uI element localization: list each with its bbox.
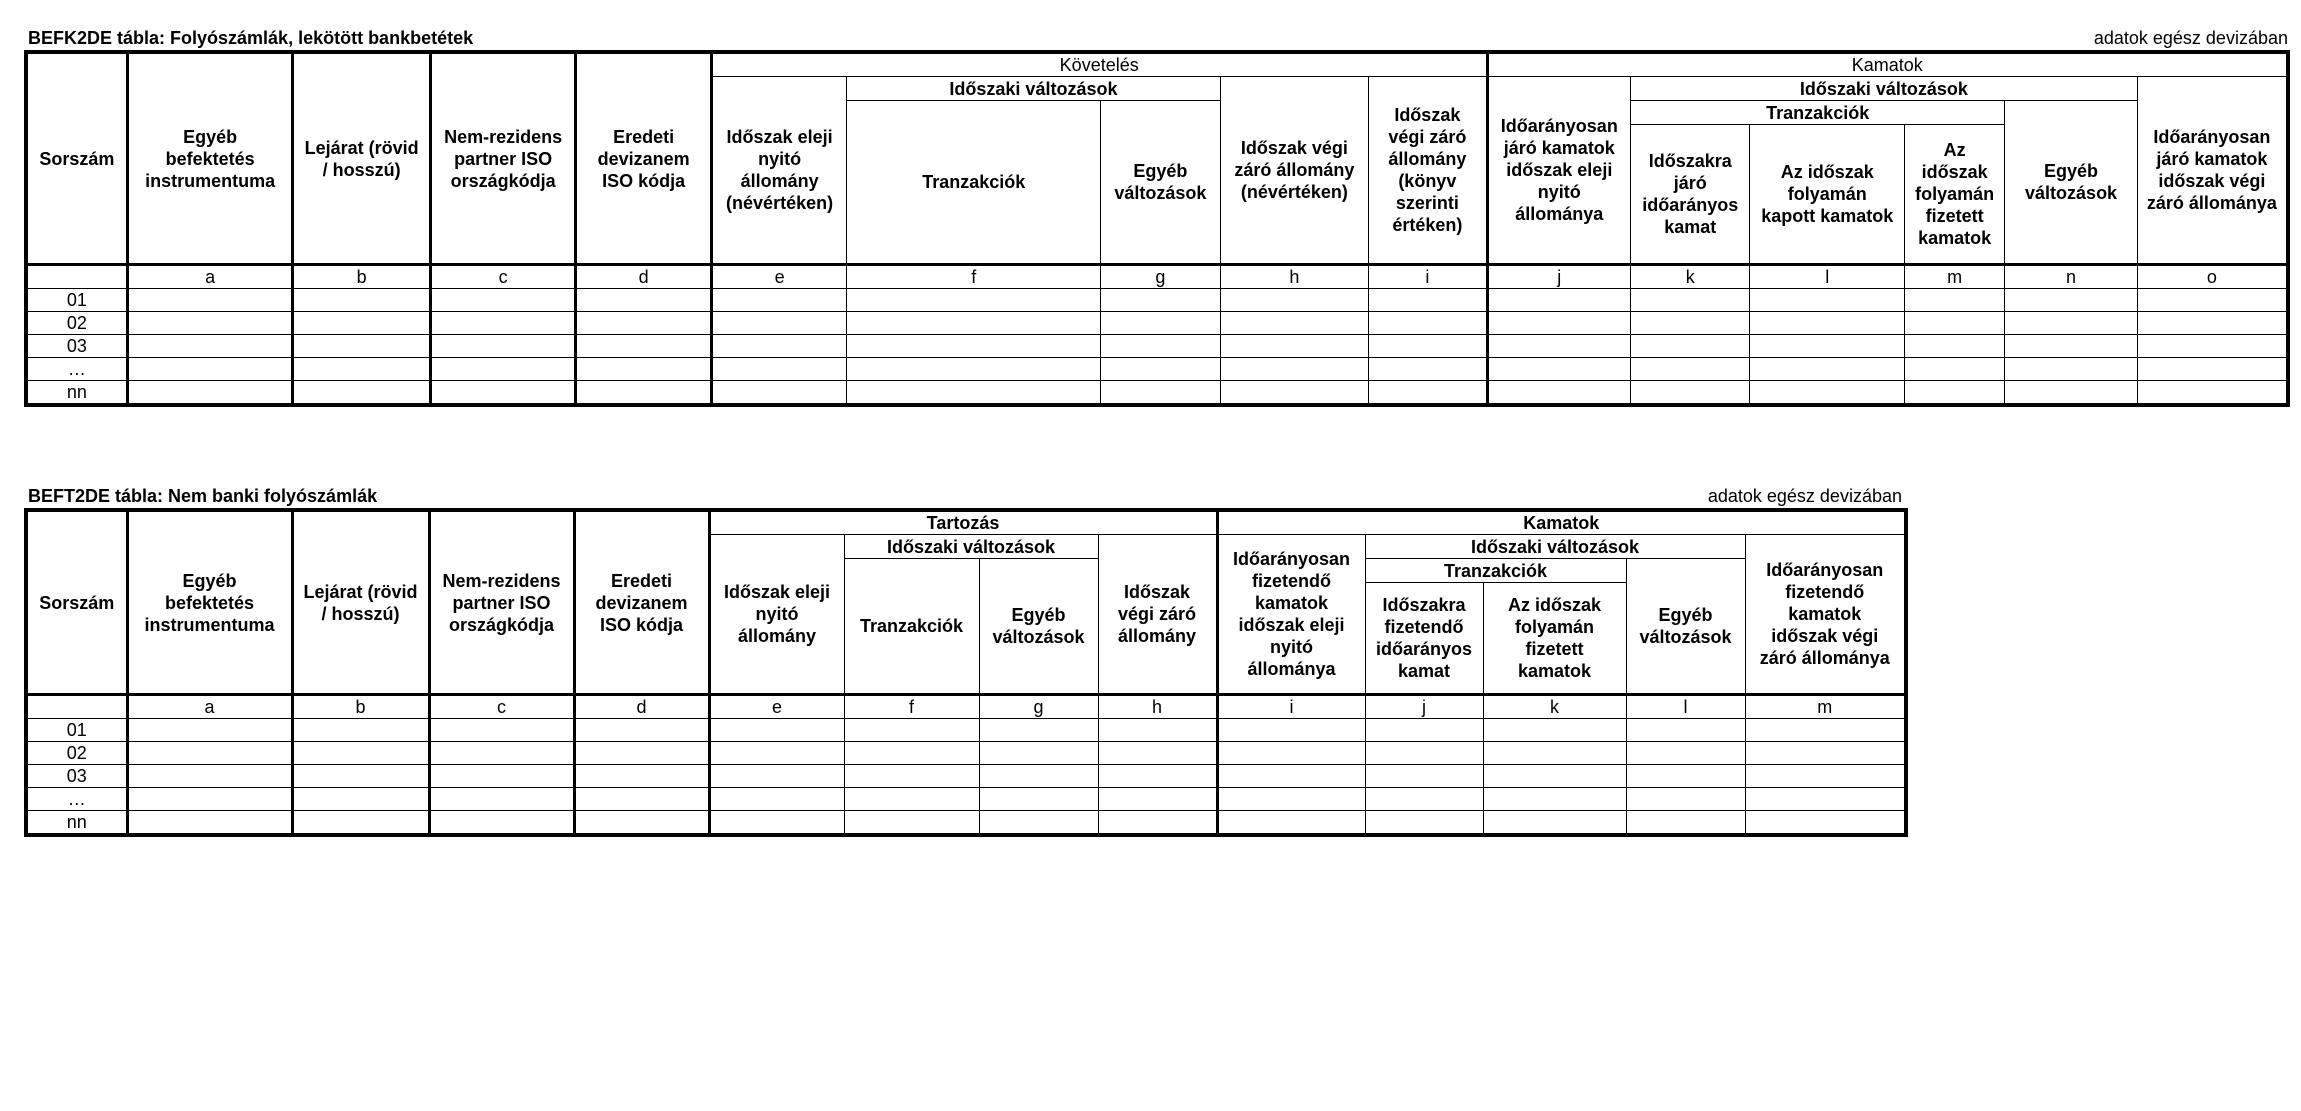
data-cell[interactable] <box>576 358 711 381</box>
t1-header-d: Eredeti devizanem ISO kódja <box>576 52 711 265</box>
data-cell[interactable] <box>430 289 576 312</box>
data-cell[interactable] <box>979 742 1098 765</box>
data-cell[interactable] <box>2137 289 2288 312</box>
data-cell[interactable] <box>711 335 846 358</box>
data-cell[interactable] <box>430 335 576 358</box>
t1-header-l: Az időszak folyamán kapott kamatok <box>1750 125 1905 265</box>
table-row <box>26 358 2288 381</box>
t2-letter-cell: l <box>1626 695 1745 719</box>
data-cell[interactable] <box>293 335 430 358</box>
data-cell[interactable] <box>1487 312 1630 335</box>
t1-header-c: Nem-rezidens partner ISO országkódja <box>430 52 576 265</box>
data-cell[interactable] <box>1217 811 1365 836</box>
data-cell[interactable] <box>127 289 293 312</box>
data-cell[interactable] <box>1365 765 1483 788</box>
data-cell[interactable] <box>709 788 844 811</box>
data-cell[interactable] <box>709 811 844 836</box>
data-cell[interactable] <box>1365 719 1483 742</box>
data-cell[interactable] <box>127 312 293 335</box>
t1-header-sorszam: Sorszám <box>26 52 127 265</box>
data-cell[interactable] <box>1904 289 2004 312</box>
data-cell[interactable] <box>127 811 292 836</box>
t1-sub-transactions-interest: Tranzakciók <box>1631 101 2005 125</box>
data-cell[interactable] <box>127 765 292 788</box>
table1-title: BEFK2DE tábla: Folyószámlák, lekötött bankbetétek <box>28 28 474 48</box>
data-cell[interactable] <box>1365 788 1483 811</box>
table-row <box>26 381 2288 406</box>
data-cell[interactable] <box>429 765 574 788</box>
t2-header-k: Az időszak folyamán fizetett kamatok <box>1483 583 1626 695</box>
data-cell[interactable] <box>1369 381 1487 406</box>
table2-caption <box>24 486 1904 508</box>
data-cell[interactable] <box>1626 719 1745 742</box>
t1-letter-cell: g <box>1101 265 1220 289</box>
t2-header-l: Egyéb változások <box>1626 559 1745 695</box>
t1-header-n: Egyéb változások <box>2005 101 2137 265</box>
data-cell[interactable] <box>1101 358 1220 381</box>
data-cell[interactable] <box>2005 381 2137 406</box>
table2-title: BEFT2DE tábla: Nem banki folyószámlák <box>28 486 378 506</box>
data-cell[interactable] <box>1904 381 2004 406</box>
data-cell[interactable] <box>2005 358 2137 381</box>
data-cell[interactable] <box>574 719 709 742</box>
t1-letter-cell: f <box>847 265 1101 289</box>
t2-header-b: Lejárat (rövid / hosszú) <box>292 510 429 695</box>
data-cell[interactable] <box>847 381 1101 406</box>
table1-caption <box>24 28 2290 50</box>
data-cell[interactable] <box>127 742 292 765</box>
t2-letter-cell: c <box>429 695 574 719</box>
t2-letter-cell: m <box>1745 695 1906 719</box>
data-cell[interactable] <box>1369 358 1487 381</box>
t1-group-claim: Követelés <box>711 52 1487 77</box>
data-cell[interactable] <box>847 289 1101 312</box>
data-cell[interactable] <box>1626 742 1745 765</box>
row-number: … <box>26 788 127 811</box>
data-cell[interactable] <box>2137 381 2288 406</box>
t1-header-g: Egyéb változások <box>1101 101 1220 265</box>
data-cell[interactable] <box>1904 358 2004 381</box>
data-cell[interactable] <box>1098 719 1217 742</box>
row-number: 03 <box>26 765 127 788</box>
t2-letter-cell: k <box>1483 695 1626 719</box>
data-cell[interactable] <box>1626 788 1745 811</box>
data-cell[interactable] <box>1101 312 1220 335</box>
data-cell[interactable] <box>127 719 292 742</box>
t2-sub-transactions-interest: Tranzakciók <box>1365 559 1626 583</box>
t1-letter-cell: i <box>1369 265 1487 289</box>
table-row <box>26 335 2288 358</box>
data-cell[interactable] <box>979 765 1098 788</box>
data-cell[interactable] <box>293 358 430 381</box>
data-cell[interactable] <box>2137 335 2288 358</box>
t2-letter-cell: i <box>1217 695 1365 719</box>
data-cell[interactable] <box>1483 788 1626 811</box>
data-cell[interactable] <box>1904 335 2004 358</box>
data-cell[interactable] <box>1098 811 1217 836</box>
data-cell[interactable] <box>709 765 844 788</box>
table-row <box>26 289 2288 312</box>
data-cell[interactable] <box>844 719 979 742</box>
data-cell[interactable] <box>1217 788 1365 811</box>
data-cell[interactable] <box>709 719 844 742</box>
data-cell[interactable] <box>1631 381 1750 406</box>
data-cell[interactable] <box>1483 742 1626 765</box>
table-row <box>26 742 1906 765</box>
row-number: 01 <box>26 719 127 742</box>
data-cell[interactable] <box>1631 335 1750 358</box>
data-cell[interactable] <box>844 811 979 836</box>
data-cell[interactable] <box>127 358 293 381</box>
t1-header-k: Időszakra járó időarányos kamat <box>1631 125 1750 265</box>
t1-header-b: Lejárat (rövid / hosszú) <box>293 52 430 265</box>
table1 <box>24 50 2290 407</box>
data-cell[interactable] <box>1369 335 1487 358</box>
data-cell[interactable] <box>1745 719 1906 742</box>
t2-header-j: Időszakra fizetendő időarányos kamat <box>1365 583 1483 695</box>
data-cell[interactable] <box>1369 312 1487 335</box>
data-cell[interactable] <box>293 312 430 335</box>
data-cell[interactable] <box>292 765 429 788</box>
data-cell[interactable] <box>1750 358 1905 381</box>
t2-group-interest: Kamatok <box>1217 510 1906 535</box>
t1-letter-cell: h <box>1220 265 1369 289</box>
table-row <box>26 719 1906 742</box>
table1-unit-note: adatok egész devizában <box>2093 28 2288 48</box>
row-number: 03 <box>26 335 127 358</box>
data-cell[interactable] <box>1750 289 1905 312</box>
data-cell[interactable] <box>1631 358 1750 381</box>
t1-sub-period-changes: Időszaki változások <box>847 77 1220 101</box>
data-cell[interactable] <box>847 335 1101 358</box>
t2-header-c: Nem-rezidens partner ISO országkódja <box>429 510 574 695</box>
data-cell[interactable] <box>1745 742 1906 765</box>
data-cell[interactable] <box>574 765 709 788</box>
data-cell[interactable] <box>430 358 576 381</box>
t2-letter-cell: a <box>127 695 292 719</box>
data-cell[interactable] <box>1220 381 1369 406</box>
t1-header-o: Időarányosan járó kamatok időszak végi záró állománya <box>2137 77 2288 265</box>
data-cell[interactable] <box>1487 381 1630 406</box>
t1-sub-period-changes-interest: Időszaki változások <box>1631 77 2138 101</box>
t1-header-i: Időszak végi záró állomány (könyv szerinti értéken) <box>1369 77 1487 265</box>
t2-letter-cell: e <box>709 695 844 719</box>
t2-header-i: Időarányosan fizetendő kamatok időszak eleji nyitó állománya <box>1217 535 1365 695</box>
data-cell[interactable] <box>1631 289 1750 312</box>
t1-header-m: Az időszak folyamán fizetett kamatok <box>1904 125 2004 265</box>
data-cell[interactable] <box>1220 335 1369 358</box>
data-cell[interactable] <box>1483 811 1626 836</box>
data-cell[interactable] <box>127 335 293 358</box>
data-cell[interactable] <box>1750 335 1905 358</box>
data-cell[interactable] <box>711 381 846 406</box>
data-cell[interactable] <box>711 312 846 335</box>
data-cell[interactable] <box>844 765 979 788</box>
data-cell[interactable] <box>1483 765 1626 788</box>
data-cell[interactable] <box>847 312 1101 335</box>
row-number: 02 <box>26 312 127 335</box>
data-cell[interactable] <box>979 719 1098 742</box>
data-cell[interactable] <box>1745 811 1906 836</box>
t2-letter-cell: g <box>979 695 1098 719</box>
t1-header-a: Egyéb befektetés instrumentuma <box>127 52 293 265</box>
table-row <box>26 765 1906 788</box>
data-cell[interactable] <box>292 788 429 811</box>
data-cell[interactable] <box>844 742 979 765</box>
t1-letter-cell: e <box>711 265 846 289</box>
data-cell[interactable] <box>1626 811 1745 836</box>
data-cell[interactable] <box>576 312 711 335</box>
t1-group-interest: Kamatok <box>1487 52 2288 77</box>
data-cell[interactable] <box>430 381 576 406</box>
data-cell[interactable] <box>711 358 846 381</box>
t2-header-f: Tranzakciók <box>844 559 979 695</box>
t1-header-e: Időszak eleji nyitó állomány (névértéken) <box>711 77 846 265</box>
data-cell[interactable] <box>574 811 709 836</box>
data-cell[interactable] <box>576 381 711 406</box>
data-cell[interactable] <box>1750 312 1905 335</box>
table2-unit-note: adatok egész devizában <box>1707 486 1902 506</box>
t1-letter-cell: j <box>1487 265 1630 289</box>
data-cell[interactable] <box>293 381 430 406</box>
table-row <box>26 811 1906 836</box>
data-cell[interactable] <box>1626 765 1745 788</box>
data-cell[interactable] <box>1220 289 1369 312</box>
t2-group-debt: Tartozás <box>709 510 1217 535</box>
data-cell[interactable] <box>429 788 574 811</box>
data-cell[interactable] <box>1098 742 1217 765</box>
data-cell[interactable] <box>1220 312 1369 335</box>
data-cell[interactable] <box>1369 289 1487 312</box>
t1-letter-cell: n <box>2005 265 2137 289</box>
data-cell[interactable] <box>1217 765 1365 788</box>
table-row <box>26 788 1906 811</box>
t2-header-a: Egyéb befektetés instrumentuma <box>127 510 292 695</box>
data-cell[interactable] <box>429 719 574 742</box>
data-cell[interactable] <box>844 788 979 811</box>
data-cell[interactable] <box>293 289 430 312</box>
t1-letter-row <box>26 265 2288 289</box>
data-cell[interactable] <box>2005 289 2137 312</box>
t2-letter-cell: b <box>292 695 429 719</box>
data-cell[interactable] <box>1098 788 1217 811</box>
data-cell[interactable] <box>979 811 1098 836</box>
t2-letter-row <box>26 695 1906 719</box>
data-cell[interactable] <box>292 719 429 742</box>
t2-letter-cell: h <box>1098 695 1217 719</box>
t1-header-f: Tranzakciók <box>847 101 1101 265</box>
data-cell[interactable] <box>1217 742 1365 765</box>
data-cell[interactable] <box>1098 765 1217 788</box>
data-cell[interactable] <box>2137 358 2288 381</box>
t2-header-sorszam: Sorszám <box>26 510 127 695</box>
t1-letter-cell: a <box>127 265 293 289</box>
data-cell[interactable] <box>2137 312 2288 335</box>
table1-block <box>24 28 2290 407</box>
row-number: 02 <box>26 742 127 765</box>
data-cell[interactable] <box>1220 358 1369 381</box>
data-cell[interactable] <box>127 381 293 406</box>
t2-letter-cell: f <box>844 695 979 719</box>
data-cell[interactable] <box>1101 381 1220 406</box>
row-number: … <box>26 358 127 381</box>
data-cell[interactable] <box>1750 381 1905 406</box>
t1-header-h: Időszak végi záró állomány (névértéken) <box>1220 77 1369 265</box>
data-cell[interactable] <box>1483 719 1626 742</box>
data-cell[interactable] <box>847 358 1101 381</box>
data-cell[interactable] <box>1487 358 1630 381</box>
t2-header-g: Egyéb változások <box>979 559 1098 695</box>
table-row <box>26 312 2288 335</box>
t1-letter-cell: d <box>576 265 711 289</box>
t1-letter-cell: o <box>2137 265 2288 289</box>
data-cell[interactable] <box>292 742 429 765</box>
data-cell[interactable] <box>1487 289 1630 312</box>
t2-letter-cell <box>26 695 127 719</box>
t2-letter-cell: d <box>574 695 709 719</box>
data-cell[interactable] <box>127 788 292 811</box>
data-cell[interactable] <box>1631 312 1750 335</box>
data-cell[interactable] <box>1365 811 1483 836</box>
data-cell[interactable] <box>979 788 1098 811</box>
t1-letter-cell <box>26 265 127 289</box>
t2-header-h: Időszak végi záró állomány <box>1098 535 1217 695</box>
t1-letter-cell: k <box>1631 265 1750 289</box>
data-cell[interactable] <box>430 312 576 335</box>
data-cell[interactable] <box>2005 312 2137 335</box>
t1-letter-cell: c <box>430 265 576 289</box>
data-cell[interactable] <box>1904 312 2004 335</box>
t2-sub-period-changes: Időszaki változások <box>844 535 1098 559</box>
data-cell[interactable] <box>2005 335 2137 358</box>
data-cell[interactable] <box>1487 335 1630 358</box>
data-cell[interactable] <box>574 742 709 765</box>
data-cell[interactable] <box>1365 742 1483 765</box>
t2-header-m: Időarányosan fizetendő kamatok időszak végi záró állománya <box>1745 535 1906 695</box>
row-number: nn <box>26 381 127 406</box>
row-number: nn <box>26 811 127 836</box>
row-number: 01 <box>26 289 127 312</box>
t1-header-j: Időarányosan járó kamatok időszak eleji nyitó állománya <box>1487 77 1630 265</box>
data-cell[interactable] <box>709 742 844 765</box>
data-cell[interactable] <box>576 289 711 312</box>
data-cell[interactable] <box>429 811 574 836</box>
t2-sub-period-changes-interest: Időszaki változások <box>1365 535 1745 559</box>
t2-data-body <box>26 719 1906 836</box>
data-cell[interactable] <box>1101 335 1220 358</box>
data-cell[interactable] <box>1101 289 1220 312</box>
data-cell[interactable] <box>576 335 711 358</box>
t2-header-d: Eredeti devizanem ISO kódja <box>574 510 709 695</box>
t2-letter-cell: j <box>1365 695 1483 719</box>
data-cell[interactable] <box>711 289 846 312</box>
t1-letter-cell: l <box>1750 265 1905 289</box>
data-cell[interactable] <box>1745 788 1906 811</box>
data-cell[interactable] <box>1217 719 1365 742</box>
t1-data-body <box>26 289 2288 406</box>
data-cell[interactable] <box>1745 765 1906 788</box>
data-cell[interactable] <box>574 788 709 811</box>
table2-block <box>24 486 1908 837</box>
t1-letter-cell: m <box>1904 265 2004 289</box>
table2 <box>24 508 1908 837</box>
t2-header-e: Időszak eleji nyitó állomány <box>709 535 844 695</box>
data-cell[interactable] <box>292 811 429 836</box>
data-cell[interactable] <box>429 742 574 765</box>
t1-letter-cell: b <box>293 265 430 289</box>
